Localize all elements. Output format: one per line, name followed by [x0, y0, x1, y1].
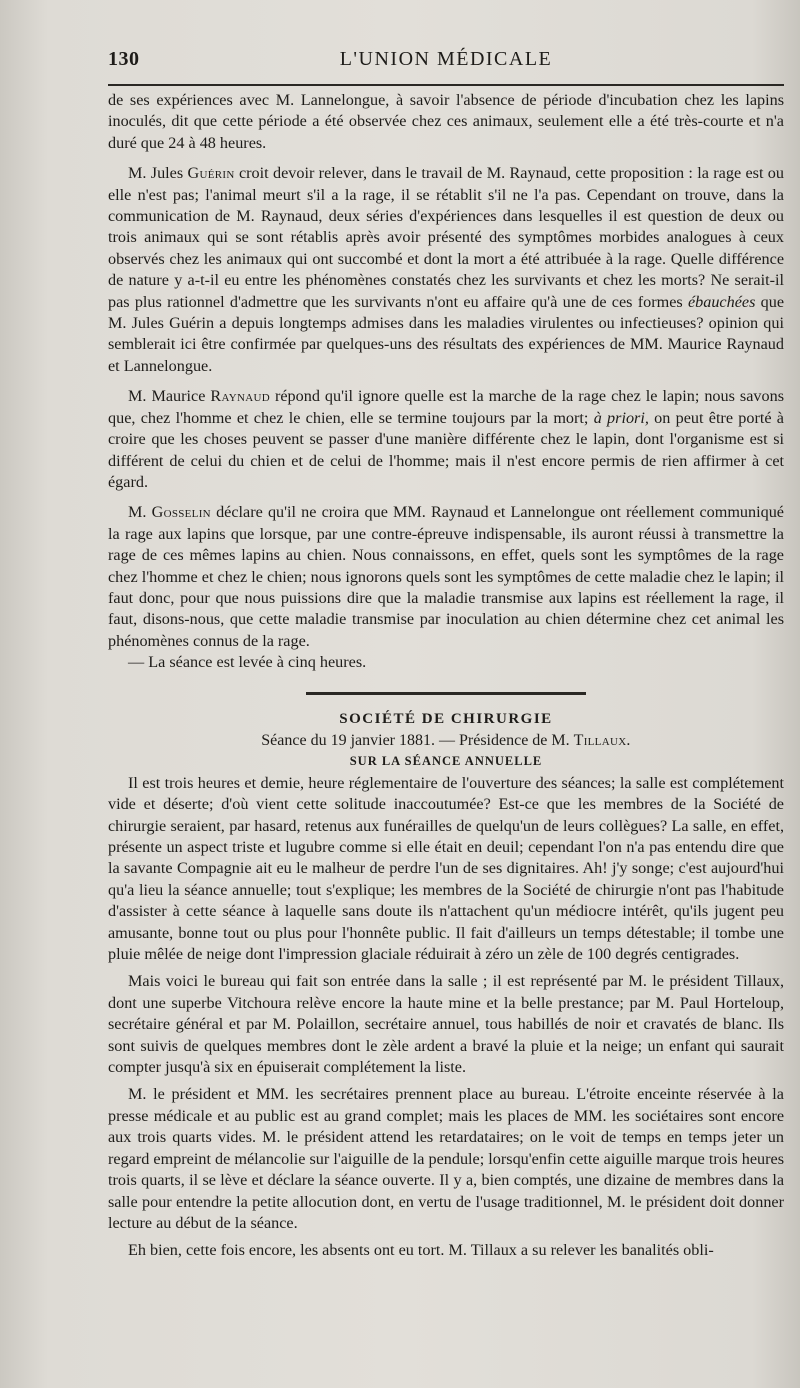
header-rule: [108, 84, 784, 86]
paragraph-lead: M. Jules: [128, 164, 188, 183]
section-paragraph: Mais voici le bureau qui fait son entrée dans la salle ; il est représenté par M. le président Tillaux, dont une superbe Vitchoura relève encore la haute mine et la belle prestance; par M. Paul Horteloup, secrétaire général et par M. Polaillon, secrétaire annuel, tous habillés de noir et cravatés de blanc. Ils sont suivis de quelques membres dont le zèle ardent a bravé la pluie et la neige; un enfant qui saurait compter jusqu'à six en épuiserait complétement la liste.: [108, 972, 784, 1077]
paragraph-guerin: [108, 163, 784, 377]
page-number: 130: [108, 48, 140, 70]
paragraph-closing: — La séance est levée à cinq heures.: [128, 653, 367, 672]
text-column: [108, 90, 784, 1262]
paragraph-text: que M. Jules Guérin a depuis longtemps admises dans les maladies virulentes ou infectieuses? opinion qui semblerait ici être confirmée par quelques-uns des résultats des expériences de MM. Maurice Raynaud et Lannelongue.: [108, 292, 785, 375]
paragraph-raynaud: [108, 386, 784, 493]
paragraph-gosselin: [108, 502, 784, 652]
section-divider: [306, 692, 586, 695]
paragraph-lead: M. Maurice: [128, 387, 211, 406]
paragraph-text: déclare qu'il ne croira que MM. Raynaud et Lannelongue ont réellement communiqué la rage aux lapins que lorsque, par une contre-épreuve indispensable, ils auront réussi à transmettre la rage de ces mêmes lapins au chien. Nous connaissons, en effet, quels sont les symptômes de la rage chez l'homme et chez le chien; nous ignorons quels sont les symptômes de cette maladie chez le lapin; il faut donc, pour que nous puissions dire que la maladie transmise aux lapins est réellement la rage, il faut, disons-nous, que cette maladie transmise par inoculation au chien détermine chez cet animal les phénomènes connus de la rage.: [108, 503, 784, 650]
page-header: [108, 48, 784, 80]
paragraph-continued: de ses expériences avec M. Lannelongue, à savoir l'absence de période d'incubation chez les lapins inoculés, dit que cette période a été observée chez ces animaux, seulement elle a été très-courte et n'a duré que 24 à 48 heures.: [108, 91, 784, 152]
paragraph-lead: M.: [128, 503, 152, 522]
section-title: SOCIÉTÉ DE CHIRURGIE: [339, 710, 553, 727]
president-name: Tillaux.: [573, 731, 631, 749]
running-title: L'UNION MÉDICALE: [339, 48, 553, 70]
section-subtitle: SUR LA SÉANCE ANNUELLE: [349, 754, 543, 769]
speaker-name: Gosselin: [151, 503, 211, 522]
section-paragraph: M. le président et MM. les secrétaires prennent place au bureau. L'étroite enceinte réservée à la presse médicale et au public est au grand complet; mais les places de MM. les sociétaires sont encore aux trois quarts vides. M. le président attend les retardataires; on le voit de temps en temps jeter un regard empreint de mélancolie sur l'aiguille de la pendule; lorsqu'enfin cette aiguille marque trois heures trois quarts, il se lève et déclare la séance ouverte. Il y a, bien comptés, une dizaine de membres dans la salle pour entendre la petite allocution dont, en vertu de l'usage traditionnel, M. le président doit donner lecture au début de la séance.: [108, 1085, 784, 1232]
italic-term: ébauchées: [687, 292, 756, 311]
section-meta: [108, 730, 784, 751]
paragraph-text: croit devoir relever, dans le travail de M. Raynaud, cette proposition : la rage est ou elle n'est pas; l'animal meurt s'il a la rage, il se rétablit s'il ne l'a pas. Cependant on trouve, dans la communication de M. Raynaud, deux séries d'expériences dans lesquelles il est question de deux ou trois animaux qui se sont rétablis après avoir présenté des symptômes morbides analogues à ceux observés chez les animaux qui ont succombé et dont la mort a été attribuée à la rage. Quelle différence de nature y a-t-il eu entre les phénomènes constatés chez les survivants et chez les morts? Ne serait-il pas plus rationnel d'admettre que les survivants n'ont eu affaire qu'à une de ces formes: [108, 164, 784, 311]
speaker-name: Guérin: [187, 164, 235, 183]
section-meta-text: Séance du 19 janvier 1881. — Présidence de M.: [261, 731, 574, 749]
paragraph-text: répond qu'il ignore quelle est la marche de la rage chez le lapin; nous savons que, chez l'homme et chez le chien, elle se termine toujours par la mort;: [108, 387, 784, 427]
section-paragraph: Eh bien, cette fois encore, les absents ont eu tort. M. Tillaux a su relever les banalités obli-: [128, 1241, 714, 1260]
paragraph-text: on peut être porté à croire que les choses peuvent se passer d'une manière différente chez le lapin, dont l'organisme est si différent de celui du chien et de celui de l'homme; mais il n'est encore permis de rien affirmer à cet égard.: [108, 408, 784, 491]
section-paragraph: Il est trois heures et demie, heure réglementaire de l'ouverture des séances; la salle est complétement vide et déserte; d'où vient cette solitude inaccoutumée? Est-ce que les membres de la Société de chirurgie seraient, par hasard, retenus aux funérailles de quelqu'un de leurs collègues? La salle, en effet, présente un aspect triste et lugubre comme si elle était en deuil; cependant l'on n'a pas entendu dire que la savante Compagnie ait eu le malheur de perdre l'un de ses dignitaires. Ah! j'y songe; c'est aujourd'hui qu'a lieu la séance annuelle; tout s'explique; les membres de la Société de chirurgie n'ont pas l'habitude d'assister à cette séance à laquelle sans doute ils n'attachent qu'un médiocre intérêt, qu'ils jugent peu amusante, bonne tout ou plus pour l'honnête public. Il fait d'ailleurs un temps détestable; il tombe une pluie mêlée de neige dont l'impression glaciale réduirait à zéro un zèle de 100 degrés centigrades.: [108, 773, 784, 964]
italic-term: à priori,: [593, 408, 649, 427]
speaker-name: Raynaud: [210, 387, 270, 406]
